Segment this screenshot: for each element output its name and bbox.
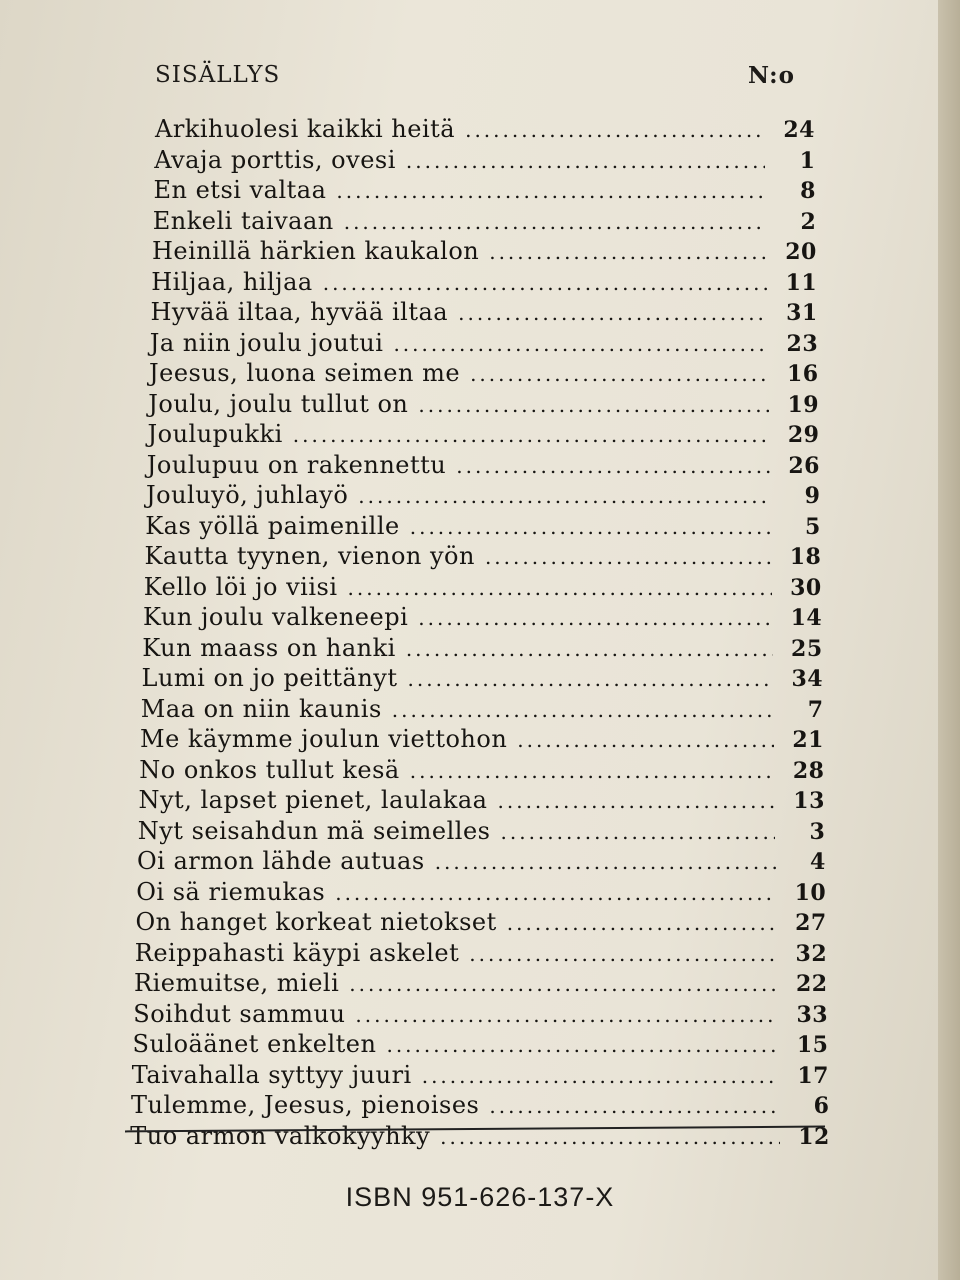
dot-leader <box>435 850 776 874</box>
dot-leader <box>507 911 777 935</box>
dot-leader <box>393 332 768 356</box>
entry-number: 5 <box>805 513 821 540</box>
toc-entry <box>142 664 824 695</box>
entry-number: 16 <box>786 361 819 387</box>
toc-entry <box>153 207 817 238</box>
toc-entry <box>139 756 824 787</box>
entry-title: Lumi on jo peittänyt <box>141 664 398 692</box>
entry-title: Kello löi jo viisi <box>143 572 338 601</box>
entry-number: 13 <box>793 788 825 814</box>
entry-number: 3 <box>809 818 826 845</box>
dot-leader <box>456 454 770 478</box>
entry-title: Avaja porttis, ovesi <box>154 145 396 174</box>
dot-leader <box>408 667 774 691</box>
entry-number: 7 <box>807 696 824 723</box>
dot-leader <box>465 118 765 142</box>
dot-leader <box>517 728 774 752</box>
dot-leader <box>323 271 768 295</box>
toc-entry <box>135 939 827 970</box>
dot-leader <box>485 545 771 569</box>
toc-entry <box>141 695 824 726</box>
entry-number: 30 <box>790 574 822 601</box>
entry-number: 26 <box>788 452 820 479</box>
entry-number: 4 <box>810 849 826 875</box>
dot-leader <box>406 637 773 661</box>
entry-title: Ja niin joulu joutui <box>149 328 384 357</box>
dot-leader <box>336 179 766 203</box>
dot-leader <box>392 698 774 722</box>
entry-title: Joulu, joulu tullut on <box>148 389 409 418</box>
dot-leader <box>489 240 767 264</box>
page-edge <box>938 0 960 1280</box>
toc-entry <box>143 603 822 634</box>
isbn-text: ISBN 951-626-137-X <box>345 1182 615 1212</box>
dot-leader <box>418 606 772 630</box>
entry-title: Soihdut sammuu <box>133 999 346 1028</box>
entry-title: Nyt, lapset pienet, laulakaa <box>138 786 488 814</box>
entry-number: 31 <box>786 300 818 326</box>
toc-entry <box>140 725 824 756</box>
toc-header <box>155 62 795 98</box>
entry-number: 22 <box>795 971 828 997</box>
toc-entry <box>145 512 821 543</box>
entry-title: Kautta tyynen, vienon yön <box>144 542 475 570</box>
entry-number: 17 <box>797 1062 829 1089</box>
dot-leader <box>470 362 769 386</box>
entry-title: Reippahasti käypi askelet <box>134 938 460 967</box>
table-of-contents <box>130 115 830 1152</box>
toc-entry <box>147 451 820 482</box>
dot-leader <box>498 789 775 813</box>
dot-leader <box>422 1064 779 1088</box>
entry-title: Tuo armon valkokyyhky <box>130 1121 431 1150</box>
entry-number: 23 <box>786 330 819 357</box>
toc-entry <box>139 786 825 817</box>
toc-entry <box>133 1000 828 1031</box>
dot-leader <box>458 301 768 325</box>
dot-leader <box>418 393 769 417</box>
toc-entry <box>136 878 826 909</box>
entry-number: 1 <box>799 147 816 174</box>
entry-title: Jeesus, luona seimen me <box>149 359 461 387</box>
entry-title: Arkihuolesi kaikki heitä <box>155 115 456 143</box>
toc-entry <box>144 573 822 604</box>
entry-title: En etsi valtaa <box>153 176 327 204</box>
dot-leader <box>469 942 777 966</box>
entry-number: 33 <box>796 1001 829 1028</box>
entry-number: 15 <box>796 1032 829 1058</box>
dot-leader <box>293 423 770 447</box>
entry-title: Joulupuu on rakennettu <box>146 450 447 479</box>
entry-title: Kun joulu valkeneepi <box>143 603 409 631</box>
entry-number: 27 <box>795 910 827 936</box>
entry-title: Tulemme, Jeesus, pienoises <box>131 1091 480 1119</box>
toc-entry <box>142 634 822 665</box>
entry-number: 18 <box>789 544 822 570</box>
toc-entry <box>145 542 822 573</box>
toc-entry <box>148 390 819 421</box>
toc-entry <box>131 1091 829 1122</box>
entry-number: 28 <box>792 757 825 784</box>
entry-title: Kas yöllä paimenille <box>145 511 400 540</box>
dot-leader <box>335 881 776 905</box>
entry-number: 29 <box>787 422 820 448</box>
entry-title: Kun maass on hanki <box>142 633 396 662</box>
toc-title: SISÄLLYS <box>155 62 281 88</box>
toc-entry <box>152 237 817 268</box>
entry-number: 6 <box>813 1093 830 1119</box>
toc-entry <box>150 329 818 360</box>
entry-title: Hyvää iltaa, hyvää iltaa <box>150 298 449 326</box>
dot-leader <box>501 820 776 844</box>
entry-title: Oi sä riemukas <box>136 877 326 906</box>
dot-leader <box>348 576 772 600</box>
toc-entry <box>146 481 820 512</box>
number-column-label: N:o <box>747 62 795 89</box>
entry-title: Suloäänet enkelten <box>132 1030 377 1058</box>
entry-number: 24 <box>783 117 815 143</box>
entry-title: Heinillä härkien kaukalon <box>152 237 480 265</box>
entry-title: No onkos tullut kesä <box>139 755 400 784</box>
entry-number: 20 <box>785 239 817 265</box>
toc-entry <box>133 1030 829 1061</box>
entry-title: Oi armon lähde autuas <box>137 847 425 875</box>
entry-title: Enkeli taivaan <box>152 206 334 235</box>
dot-leader <box>386 1033 778 1057</box>
entry-number: 19 <box>787 391 820 418</box>
entry-title: Joulupukki <box>147 420 283 448</box>
entry-number: 8 <box>800 178 816 204</box>
toc-entry <box>154 176 816 207</box>
dot-leader <box>410 759 775 783</box>
toc-entry <box>134 969 828 1000</box>
entry-title: Taivahalla syttyy juuri <box>131 1060 412 1089</box>
entry-number: 2 <box>800 208 817 235</box>
toc-entry <box>138 817 826 848</box>
entry-title: On hanget korkeat nietokset <box>135 908 497 936</box>
dot-leader <box>358 484 770 508</box>
entry-title: Riemuitse, mieli <box>134 969 340 997</box>
entry-title: Maa on niin kaunis <box>140 694 382 723</box>
dot-leader <box>349 972 777 996</box>
toc-entry <box>136 908 827 939</box>
entry-number: 14 <box>790 605 823 631</box>
entry-title: Hiljaa, hiljaa <box>151 267 313 296</box>
entry-number: 9 <box>804 483 821 509</box>
entry-number: 21 <box>792 727 824 753</box>
toc-entry <box>151 268 817 299</box>
toc-entry <box>132 1061 829 1092</box>
toc-entry <box>137 847 826 878</box>
toc-entry <box>148 420 820 451</box>
dot-leader <box>410 515 771 539</box>
entry-number: 25 <box>791 635 823 662</box>
entry-number: 10 <box>794 879 827 906</box>
dot-leader <box>406 149 766 173</box>
entry-title: Nyt seisahdun mä seimelles <box>137 816 491 845</box>
entry-title: Jouluyö, juhlayö <box>146 481 349 509</box>
toc-entry <box>149 359 819 390</box>
dot-leader <box>489 1094 779 1118</box>
toc-entry <box>154 146 815 177</box>
entry-number: 34 <box>791 666 824 692</box>
toc-entry <box>151 298 818 329</box>
dot-leader <box>344 210 767 234</box>
entry-title: Me käymme joulun viettohon <box>140 725 508 753</box>
entry-number: 12 <box>798 1123 830 1150</box>
dot-leader <box>355 1003 778 1027</box>
entry-number: 11 <box>785 269 818 296</box>
toc-entry <box>155 115 815 146</box>
entry-number: 32 <box>795 940 828 967</box>
